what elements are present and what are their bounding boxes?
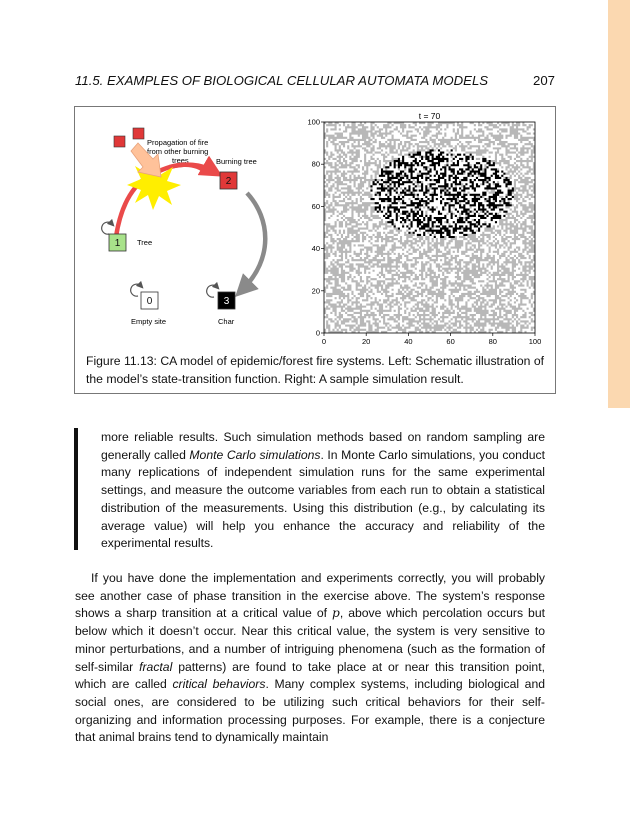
term-monte-carlo: Monte Carlo simulations [189,447,321,462]
x-tick-label: 20 [362,337,371,346]
simulation-chart [75,107,557,352]
x-tick-label: 0 [321,337,327,346]
chart-title: t = 70 [418,111,441,121]
term-critical-behaviors: critical behaviors [172,677,266,692]
figure-11-13 [74,106,556,394]
state-tree-label: Tree [137,238,153,247]
state-char-label: Char [218,317,235,326]
indented-paragraph: more reliable results. Such simulation methods based on random sampling are generally called Monte Carlo simulations. In Monte Carlo simulations, you conduct many replications of independent simulation runs for the same experimental settings, and measure the outcome variables from each run to obtain a statistical distribution of the measurements. Using this distribution (e.g., by calculating its average value) will help you enhance the accuracy and reliability of the experimental results. [101,430,545,551]
running-header [75,73,555,88]
x-tick-label: 100 [528,337,542,346]
chapter-side-tab [608,0,630,408]
y-tick-label: 60 [311,201,320,211]
quote-bar [74,428,78,550]
section-title: 11.5. EXAMPLES OF BIOLOGICAL CELLULAR AUTOMATA MODELS [75,73,489,88]
x-tick-label: 80 [488,337,497,346]
state-empty-label: Empty site [131,317,167,326]
state-tree-id: 1 [114,238,121,249]
propagation-label: Propagation of fire from other burning trees [147,138,209,165]
x-tick-label: 40 [404,337,413,346]
y-tick-label: 80 [311,159,320,169]
variable-p: p [332,606,340,621]
term-fractal: fractal [139,659,173,674]
x-tick-label: 60 [446,337,455,346]
state-burning-label: Burning tree [216,157,257,166]
figure-caption: Figure 11.13: CA model of epidemic/forest fire systems. Left: Schematic illustration of the model’s state-transition function. Right: A sample simulation result. [86,354,544,386]
page-number: 207 [532,73,555,88]
state-burning-id: 2 [225,176,232,187]
state-empty-id: 0 [146,296,153,307]
body-paragraph: If you have done the implementation and experiments correctly, you will probably see another case of phase transition in the exercise above. The system’s response shows a sharp transition at a critical value of p, above which percolation occurs but below which it doesn’t occur. Near this critical value, the system is very sensitive to minor perturbations, and a number of intriguing phenomena (such as the formation of self-similar fractal patterns) are found to take place at or near this transition point, which are called critical behaviors. Many complex systems, including biological and social ones, are considered to be utilizing such critical behaviors for their self-organizing and information processing purposes. For example, there is a conjecture that animal brains tend to dynamically maintain [75,571,546,745]
y-tick-label: 100 [307,117,320,127]
y-tick-label: 20 [311,286,320,296]
y-tick-label: 40 [311,244,320,254]
y-tick-label: 0 [315,328,320,338]
state-char-id: 3 [223,296,230,307]
